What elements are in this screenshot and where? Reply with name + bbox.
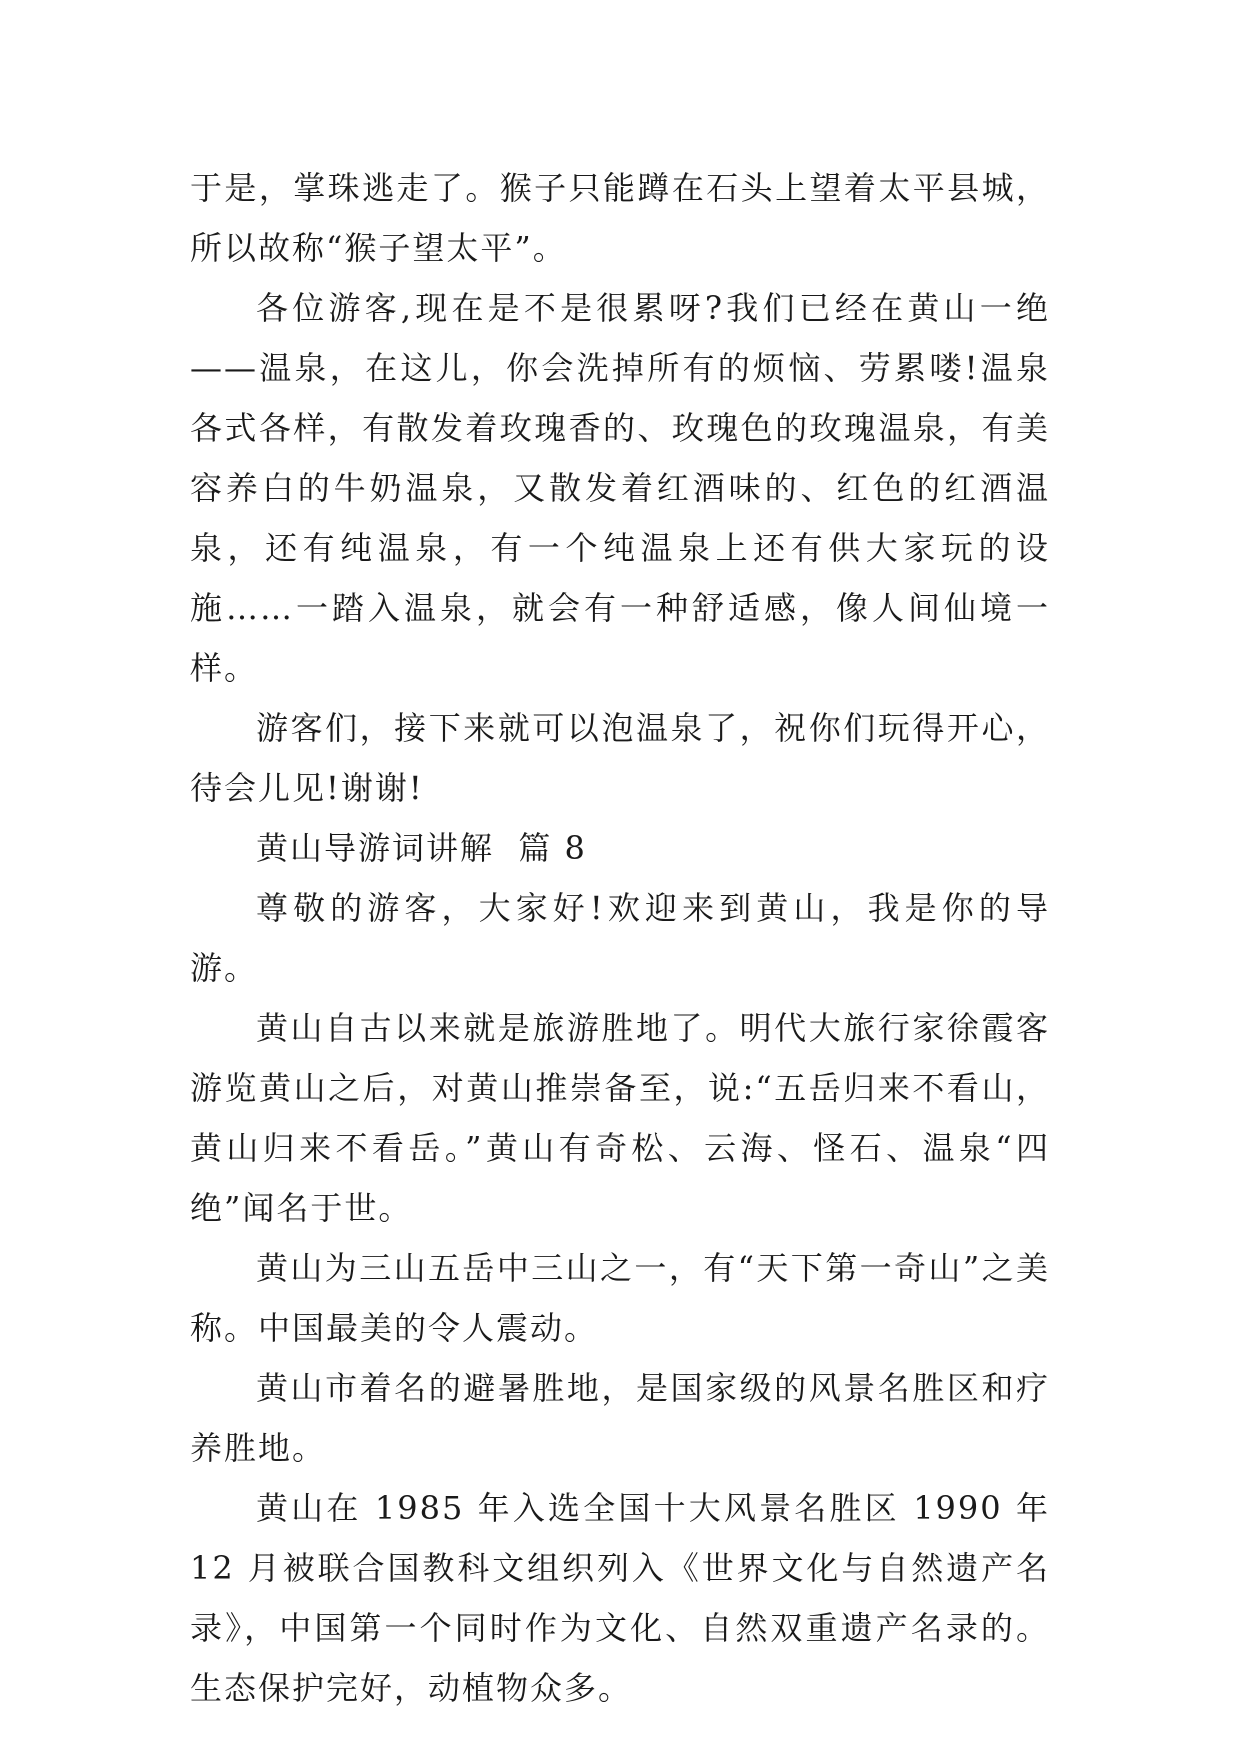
paragraph-greeting: 尊敬的游客，大家好!欢迎来到黄山，我是你的导游。 xyxy=(190,889,1050,987)
document-body xyxy=(190,158,1050,1718)
paragraph-history: 黄山自古以来就是旅游胜地了。明代大旅行家徐霞客游览黄山之后，对黄山推崇备至，说:“五岳归来不看山，黄山归来不看岳。”黄山有奇松、云海、怪石、温泉“四绝”闻名于世。 xyxy=(190,1009,1050,1227)
section-heading: 黄山导游词讲解 篇 8 xyxy=(256,829,587,867)
paragraph-continuation: 于是，掌珠逃走了。猴子只能蹲在石头上望着太平县城，所以故称“猴子望太平”。 xyxy=(190,169,1050,267)
paragraph-resort: 黄山市着名的避暑胜地，是国家级的风景名胜区和疗养胜地。 xyxy=(190,1369,1050,1467)
paragraph-hot-spring: 各位游客,现在是不是很累呀?我们已经在黄山一绝——温泉，在这儿，你会洗掉所有的烦恼、劳累喽!温泉各式各样，有散发着玫瑰香的、玫瑰色的玫瑰温泉，有美容养白的牛奶温泉，又散发着红酒味的、红色的红酒温泉，还有纯温泉，有一个纯温泉上还有供大家玩的设施……一踏入温泉，就会有一种舒适感，像人间仙境一样。 xyxy=(190,289,1050,687)
paragraph-farewell: 游客们，接下来就可以泡温泉了，祝你们玩得开心，待会儿见!谢谢! xyxy=(190,709,1050,807)
paragraph-title: 黄山为三山五岳中三山之一，有“天下第一奇山”之美称。中国最美的令人震动。 xyxy=(190,1249,1050,1347)
paragraph-heritage: 黄山在 1985 年入选全国十大风景名胜区 1990 年 12 月被联合国教科文组织列入《世界文化与自然遗产名录》，中国第一个同时作为文化、自然双重遗产名录的。生态保护完好，动植物众多。 xyxy=(190,1489,1050,1707)
